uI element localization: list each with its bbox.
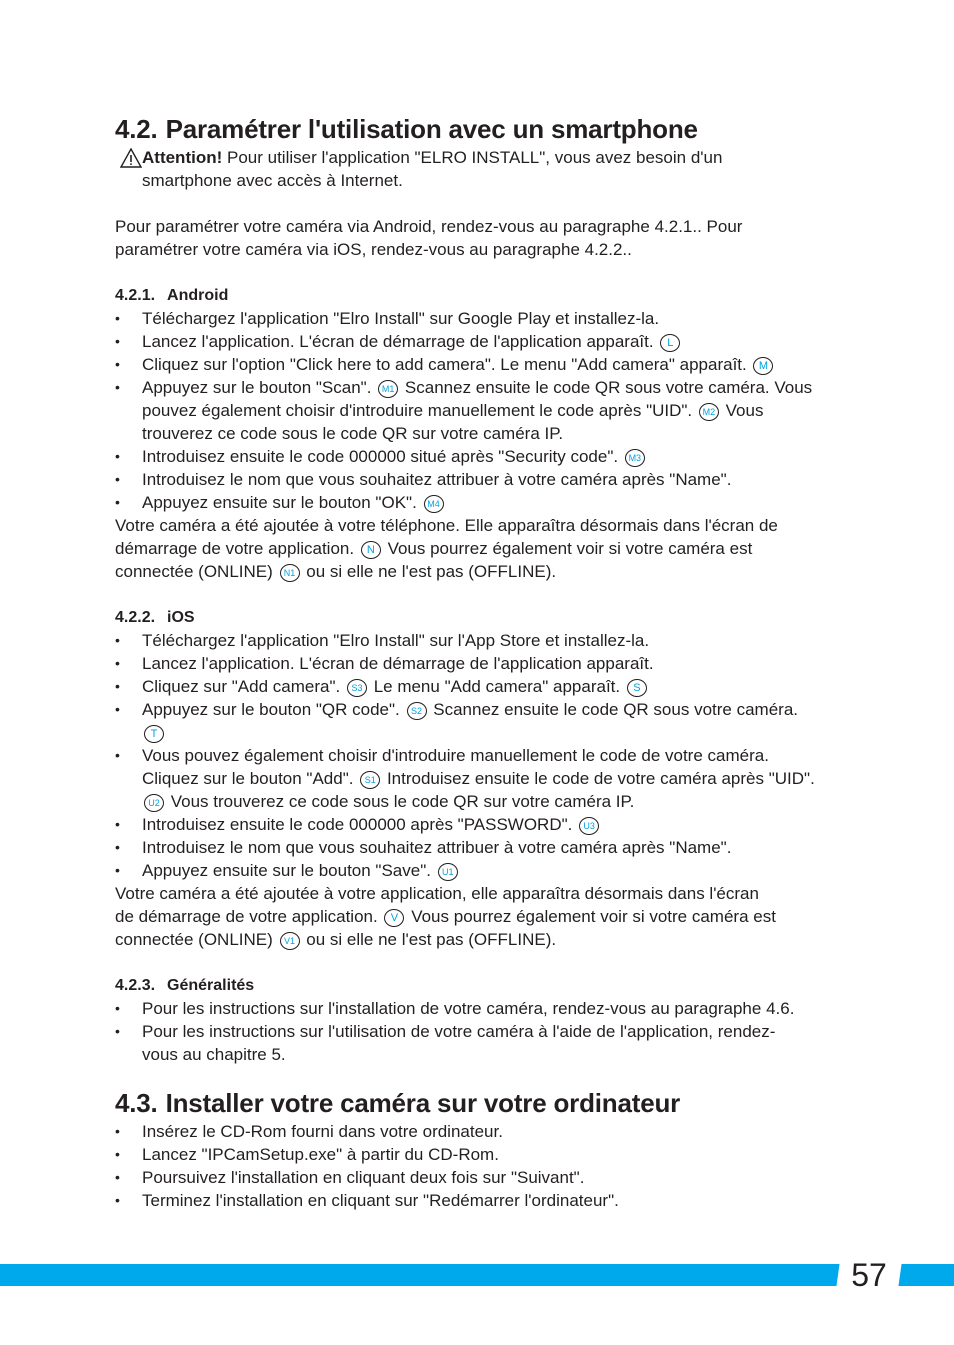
text-line: démarrage de votre application. xyxy=(115,539,355,558)
intro-line: Pour paramétrer votre caméra via Android, rendez-vous au paragraphe 4.2.1.. Pour xyxy=(115,217,743,236)
list-item xyxy=(115,1020,845,1066)
step-text: Introduisez ensuite le code 000000 situé après "Security code". xyxy=(142,447,619,466)
screen-ref-badge: V xyxy=(384,909,404,927)
list-item xyxy=(115,468,845,491)
page-number: 57 xyxy=(851,1257,887,1293)
section-title: Paramétrer l'utilisation avec un smartphone xyxy=(165,114,698,144)
screen-ref-badge: M xyxy=(753,357,773,375)
step-text: Cliquez sur l'option "Click here to add camera". Le menu "Add camera" apparaît. xyxy=(142,355,747,374)
attention-label: Attention! xyxy=(142,148,223,167)
text-line: Vous pourrez également voir si votre caméra est xyxy=(387,539,753,558)
list-item xyxy=(115,859,845,882)
subsection-number: 4.2.1. xyxy=(115,287,156,304)
step-text: Introduisez le nom que vous souhaitez attribuer à votre caméra après "Name". xyxy=(142,838,732,857)
text-line: Votre caméra a été ajoutée à votre téléphone. Elle apparaîtra désormais dans l'écran de xyxy=(115,516,778,535)
intro-paragraph xyxy=(115,215,845,261)
step-text: vous au chapitre 5. xyxy=(142,1045,286,1064)
step-text: Lancez "IPCamSetup.exe" à partir du CD-Rom. xyxy=(142,1145,499,1164)
step-text: Scannez ensuite le code QR sous votre caméra. Vous xyxy=(404,378,813,397)
screen-ref-badge: N1 xyxy=(280,564,300,582)
text-line: de démarrage de votre application. xyxy=(115,907,378,926)
page-content xyxy=(115,112,845,1212)
screen-ref-badge: M3 xyxy=(625,449,645,467)
screen-ref-badge: M1 xyxy=(378,380,398,398)
screen-ref-badge: S2 xyxy=(407,702,427,720)
attention-note xyxy=(115,146,845,192)
step-text: Terminez l'installation en cliquant sur "Redémarrer l'ordinateur". xyxy=(142,1191,619,1210)
step-text: Pour les instructions sur l'utilisation de votre caméra à l'aide de l'application, rendez- xyxy=(142,1022,776,1041)
section-4-2-heading xyxy=(115,112,845,146)
step-text: Introduisez ensuite le code 000000 après "PASSWORD". xyxy=(142,815,573,834)
list-item xyxy=(115,813,845,836)
step-text: Scannez ensuite le code QR sous votre caméra. xyxy=(433,700,798,719)
step-text: Téléchargez l'application "Elro Install" sur Google Play et installez-la. xyxy=(142,309,660,328)
screen-ref-badge: U1 xyxy=(438,863,458,881)
step-text: Appuyez sur le bouton "Scan". xyxy=(142,378,372,397)
list-item xyxy=(115,1120,845,1143)
android-steps xyxy=(115,307,845,514)
step-text: Insérez le CD-Rom fourni dans votre ordinateur. xyxy=(142,1122,503,1141)
list-item xyxy=(115,307,845,330)
screen-ref-badge: S3 xyxy=(347,679,367,697)
attention-text: Pour utiliser l'application "ELRO INSTALL", vous avez besoin d'un xyxy=(222,148,723,167)
screen-ref-badge: L xyxy=(660,334,680,352)
section-number: 4.3. xyxy=(115,1088,158,1118)
intro-line: paramétrer votre caméra via iOS, rendez-vous au paragraphe 4.2.2.. xyxy=(115,240,632,259)
step-text: Téléchargez l'application "Elro Install" sur l'App Store et installez-la. xyxy=(142,631,650,650)
screen-ref-badge: U3 xyxy=(579,817,599,835)
android-result-paragraph xyxy=(115,514,845,583)
step-text: Cliquez sur "Add camera". xyxy=(142,677,341,696)
subsection-number: 4.2.3. xyxy=(115,977,156,994)
text-line: Vous pourrez également voir si votre caméra est xyxy=(411,907,776,926)
step-text: Vous pouvez également choisir d'introduire manuellement le code de votre caméra. xyxy=(142,746,769,765)
text-line: Votre caméra a été ajoutée à votre application, elle apparaîtra désormais dans l'écran xyxy=(115,884,759,903)
screen-ref-badge: U2 xyxy=(144,794,164,812)
text-line: connectée (ONLINE) xyxy=(115,930,273,949)
section-number: 4.2. xyxy=(115,114,158,144)
step-text: Vous trouverez ce code sous le code QR sur votre caméra IP. xyxy=(170,792,635,811)
text-line: connectée (ONLINE) xyxy=(115,562,273,581)
general-steps xyxy=(115,997,845,1066)
step-text: trouverez ce code sous le code QR sur votre caméra IP. xyxy=(142,424,564,443)
text-line: ou si elle ne l'est pas (OFFLINE). xyxy=(306,562,557,581)
screen-ref-badge: M2 xyxy=(699,403,719,421)
list-item xyxy=(115,491,845,514)
step-text: Introduisez ensuite le code de votre caméra après "UID". xyxy=(386,769,815,788)
subsection-title: Android xyxy=(167,287,229,304)
ios-result-paragraph xyxy=(115,882,845,951)
list-item xyxy=(115,376,845,445)
android-heading xyxy=(115,284,845,307)
step-text: Introduisez le nom que vous souhaitez attribuer à votre caméra après "Name". xyxy=(142,470,732,489)
screen-ref-badge: N xyxy=(361,541,381,559)
list-item xyxy=(115,997,845,1020)
text-line: ou si elle ne l'est pas (OFFLINE). xyxy=(306,930,557,949)
step-text: Appuyez sur le bouton "QR code". xyxy=(142,700,400,719)
screen-ref-badge: S1 xyxy=(360,771,380,789)
list-item xyxy=(115,629,845,652)
screen-ref-badge: T xyxy=(144,725,164,743)
subsection-number: 4.2.2. xyxy=(115,609,156,626)
general-heading xyxy=(115,974,845,997)
attention-text-cont: smartphone avec accès à Internet. xyxy=(142,171,403,190)
step-text: Appuyez ensuite sur le bouton "OK". xyxy=(142,493,417,512)
list-item xyxy=(115,652,845,675)
section-title: Installer votre caméra sur votre ordinateur xyxy=(165,1088,681,1118)
screen-ref-badge: M4 xyxy=(424,495,444,513)
step-text: Vous xyxy=(725,401,764,420)
list-item xyxy=(115,1166,845,1189)
screen-ref-badge: V1 xyxy=(280,932,300,950)
step-text: Poursuivez l'installation en cliquant deux fois sur "Suivant". xyxy=(142,1168,585,1187)
subsection-title: iOS xyxy=(167,609,195,626)
step-text: Lancez l'application. L'écran de démarrage de l'application apparaît. xyxy=(142,654,654,673)
list-item xyxy=(115,675,845,698)
ios-heading xyxy=(115,606,845,629)
step-text: pouvez également choisir d'introduire manuellement le code après "UID". xyxy=(142,401,693,420)
list-item xyxy=(115,1189,845,1212)
ios-steps xyxy=(115,629,845,882)
step-text: Cliquez sur le bouton "Add". xyxy=(142,769,354,788)
list-item xyxy=(115,353,845,376)
list-item xyxy=(115,1143,845,1166)
list-item xyxy=(115,330,845,353)
list-item xyxy=(115,698,845,744)
subsection-title: Généralités xyxy=(167,977,255,994)
list-item xyxy=(115,744,845,813)
warning-triangle-icon xyxy=(120,148,142,168)
step-text: Appuyez ensuite sur le bouton "Save". xyxy=(142,861,431,880)
footer-bar xyxy=(0,1264,954,1286)
list-item xyxy=(115,836,845,859)
screen-ref-badge: S xyxy=(627,679,647,697)
step-text: Le menu "Add camera" apparaît. xyxy=(373,677,621,696)
step-text: Lancez l'application. L'écran de démarrage de l'application apparaît. xyxy=(142,332,654,351)
section-4-3-heading xyxy=(115,1086,845,1120)
computer-install-steps xyxy=(115,1120,845,1212)
step-text: Pour les instructions sur l'installation de votre caméra, rendez-vous au paragraphe 4.6. xyxy=(142,999,795,1018)
list-item xyxy=(115,445,845,468)
